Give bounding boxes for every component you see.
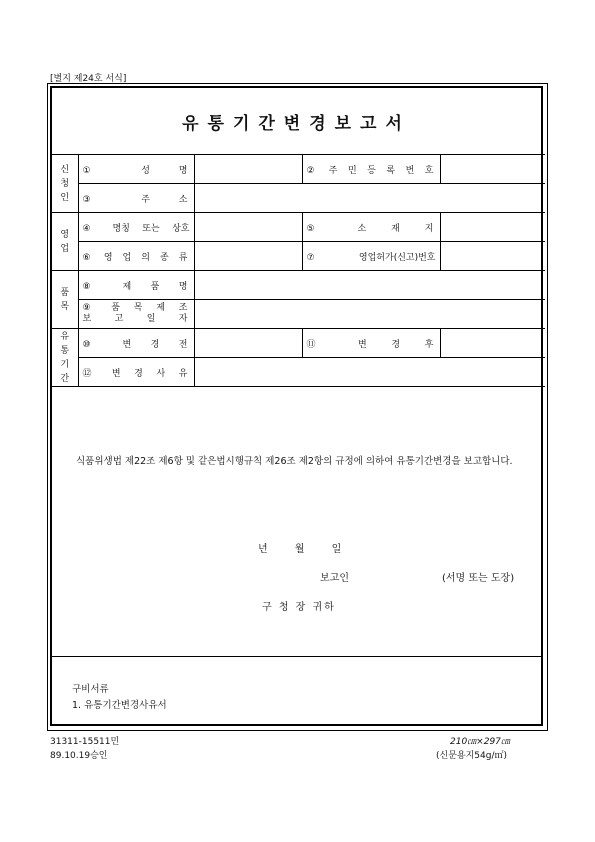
value-name[interactable] — [194, 155, 302, 184]
required-document-item: 1. 유통기간변경사유서 — [72, 700, 167, 711]
value-rrn[interactable] — [440, 155, 545, 184]
form-table — [52, 154, 545, 387]
label-report-date — [78, 300, 194, 329]
required-documents — [52, 656, 541, 725]
signature-label: (서명 또는 도장) — [442, 573, 515, 584]
value-report-date[interactable] — [194, 300, 545, 329]
value-product-name[interactable] — [194, 271, 545, 300]
value-license-no[interactable] — [440, 242, 545, 271]
value-address[interactable] — [194, 184, 545, 213]
label-trade-name: ④ 명칭 또는 상호 — [78, 213, 194, 242]
form-body — [50, 86, 543, 726]
label-name: ① 성 명 — [78, 155, 194, 184]
required-documents-title: 구비서류 — [72, 684, 109, 695]
label-before: ⑩ 변 경 전 — [78, 329, 194, 358]
label-after: ⑪ 변 경 후 — [302, 329, 440, 358]
label-address: ③ 주 소 — [78, 184, 194, 213]
label-rrn: ② 주 민 등 록 번 호 — [302, 155, 440, 184]
label-business-type: ⑥ 영 업 의 종 류 — [78, 242, 194, 271]
value-reason[interactable] — [194, 358, 545, 387]
label-product-name: ⑧ 제 품 명 — [78, 271, 194, 300]
label-license-no: ⑦ 영업허가(신고)번호 — [302, 242, 440, 271]
value-trade-name[interactable] — [194, 213, 302, 242]
reporter-label: 보고인 — [320, 573, 349, 584]
report-date-line: 년 월 일 — [258, 544, 342, 555]
value-before[interactable] — [194, 329, 302, 358]
value-after[interactable] — [440, 329, 545, 358]
value-business-type[interactable] — [194, 242, 302, 271]
form-title: 유통기간변경보고서 — [52, 88, 541, 155]
section-shelf-life: 유 통 기 간 — [52, 329, 78, 387]
form-number-tag: [별지 제24호 서식] — [50, 74, 127, 84]
section-product: 품 목 — [52, 271, 78, 329]
approval-date: 89.10.19승인 — [50, 751, 108, 761]
label-location: ⑤ 소 재 지 — [302, 213, 440, 242]
report-statement: 식품위생법 제22조 제6항 및 같은법시행규칙 제26조 제2항의 규정에 의하여 유통기간변경을 보고합니다. — [76, 456, 513, 467]
section-applicant: 신 청 인 — [52, 155, 78, 213]
section-business: 영 업 — [52, 213, 78, 271]
addressee: 구 청 장 귀하 — [262, 602, 336, 613]
form-code: 31311-15511민 — [50, 737, 120, 747]
paper-size: 210㎝×297㎝ — [450, 737, 510, 747]
paper-type: (신문용지54g/㎡) — [436, 751, 507, 761]
label-reason: ⑫ 변 경 사 유 — [78, 358, 194, 387]
label-report-date-line1: ⑨ 품 목 제 조 — [82, 303, 190, 313]
label-report-date-line2: 보 고 일 자 — [82, 314, 190, 324]
value-location[interactable] — [440, 213, 545, 242]
